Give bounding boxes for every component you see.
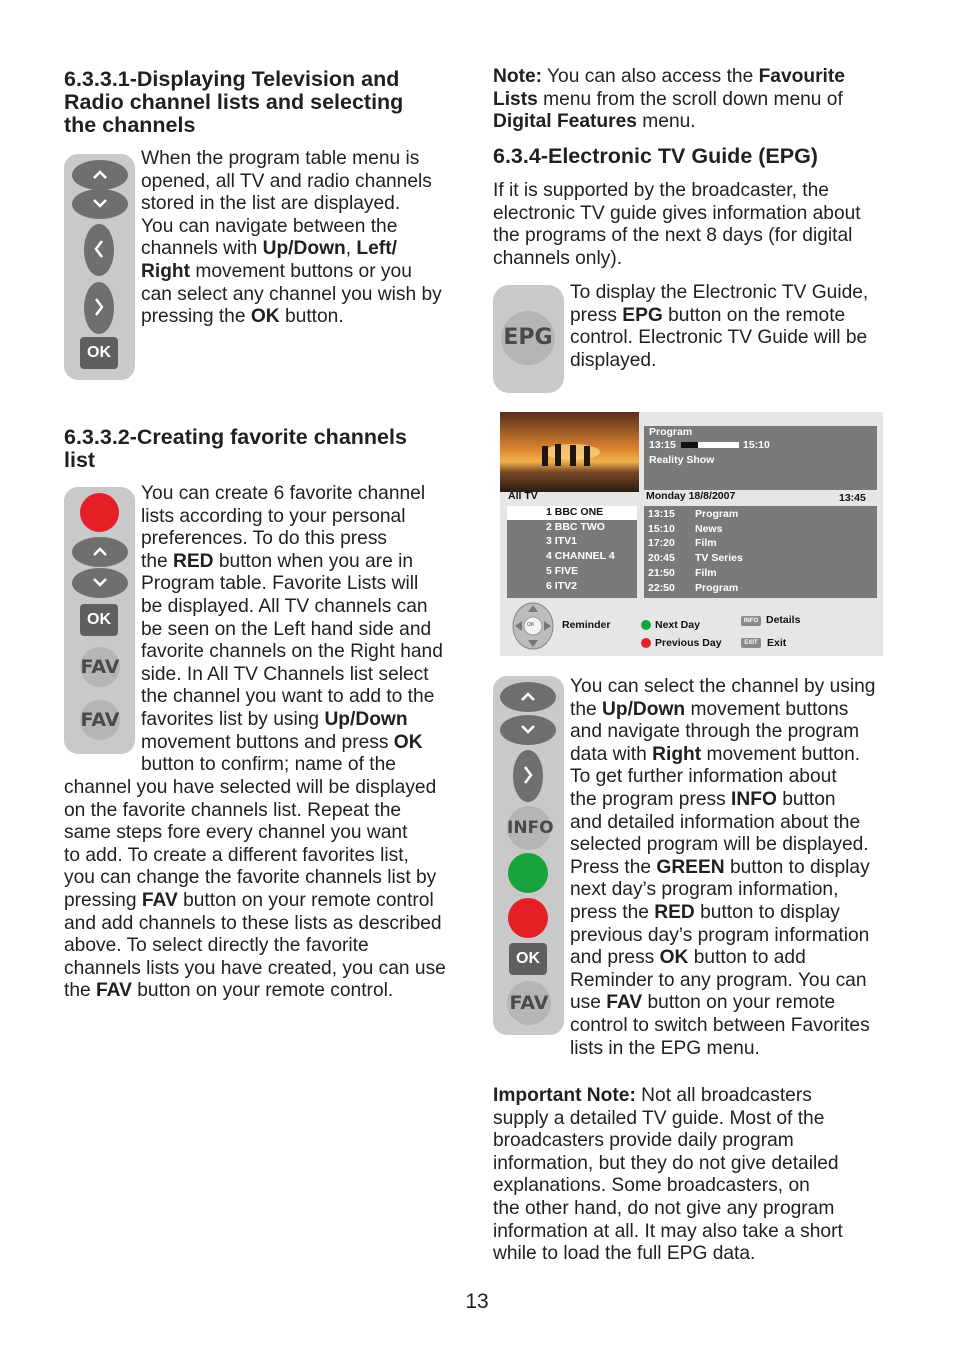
epg-navigation-text (570, 676, 900, 1060)
text-line: can select any channel you wish by (141, 283, 442, 305)
ok-button: OK (80, 604, 118, 636)
program-start: 13:15 (649, 439, 676, 451)
remote-control-favorites (64, 487, 135, 754)
up-button (72, 160, 128, 190)
text-line: channels with Up/Down, Left/ (141, 238, 397, 260)
section1-heading: 6.3.3.1-Displaying Television and Radio channel lists and selecting the channels (64, 67, 404, 137)
text-line: previous day’s program information (570, 924, 870, 946)
text-line: preferences. To do this press (141, 528, 388, 550)
nav-ok-key: OK (527, 622, 535, 628)
text-line: and add channels to these lists as described (64, 912, 442, 934)
text-line: channels lists you have created, you can use (64, 957, 446, 979)
channel-item: 4 CHANNEL 4 (546, 550, 615, 563)
epg-screen (500, 412, 883, 656)
text-line: and navigate through the program (570, 721, 860, 743)
text-line: the RED button when you are in (141, 550, 414, 572)
text-line: displayed. (570, 349, 657, 371)
text-line: You can create 6 favorite channel (141, 483, 426, 504)
text-line: lists in the EPG menu. (570, 1037, 760, 1059)
info-button: INFO (507, 806, 551, 850)
text-line: the other hand, do not give any program (493, 1197, 835, 1219)
green-button (508, 853, 548, 893)
text-line: Digital Features menu. (493, 111, 696, 133)
up-button (500, 682, 556, 712)
text-line: To display the Electronic TV Guide, (570, 282, 869, 303)
text-line: you can change the favorite channels list by (64, 867, 437, 889)
text-line: button to confirm; name of the (141, 754, 396, 776)
channel-list (546, 505, 615, 593)
text-line: information at all. It may also take a short (493, 1220, 843, 1242)
text-line: control to switch between Favorites (570, 1014, 870, 1036)
exit-label: Exit (767, 637, 787, 649)
text-line: channels only). (493, 247, 623, 269)
schedule-time: 21:50 (648, 566, 675, 579)
text-line: Right movement buttons or you (141, 260, 412, 282)
note-text (493, 66, 893, 134)
important-note (493, 1085, 893, 1266)
next-day-label: Next Day (655, 619, 700, 631)
text-line: and press OK button to add (570, 947, 806, 969)
down-button (72, 568, 128, 598)
reminder-label: Reminder (562, 619, 611, 631)
text-line: press EPG button on the remote (570, 304, 846, 326)
text-line: Note: You can also access the Favourite (493, 66, 845, 87)
text-line: To get further information about (570, 766, 837, 788)
channel-item: 1 BBC ONE (546, 506, 604, 518)
text-line: side. In All TV Channels list select (141, 663, 429, 685)
info-key-icon: INFO (741, 616, 761, 626)
channel-item: 5 FIVE (546, 564, 579, 577)
schedule-program: TV Series (695, 552, 743, 565)
text-line: channel you have selected will be displayed (64, 777, 437, 798)
epg-intro (493, 180, 893, 270)
text-line: Reminder to any program. You can (570, 969, 867, 991)
text-line: broadcasters provide daily program (493, 1130, 794, 1152)
text-line: the FAV button on your remote control. (64, 980, 394, 1002)
section3-heading: 6.3.4-Electronic TV Guide (EPG) (493, 144, 818, 168)
red-button (80, 493, 119, 532)
previous-day-label: Previous Day (655, 637, 722, 649)
text-line: Program table. Favorite Lists will (141, 573, 419, 595)
text-line: selected program will be displayed. (570, 834, 869, 856)
text-line: to add. To create a different favorites list, (64, 844, 409, 866)
schedule-program: Program (695, 508, 739, 520)
text-line: When the program table menu is (141, 148, 420, 169)
text-line: You can select the channel by using (570, 676, 876, 697)
clock: 13:45 (839, 492, 866, 504)
program-end: 15:10 (743, 439, 770, 451)
channel-item: 3 ITV1 (546, 535, 577, 548)
text-line: be seen on the Left hand side and (141, 618, 432, 640)
fav-button: FAV (80, 700, 120, 740)
schedule-time: 22:50 (648, 581, 675, 594)
epg-button: EPG (501, 311, 555, 365)
schedule-programs (695, 507, 743, 595)
text-line: the Up/Down movement buttons (570, 698, 849, 720)
text-line: favorite channels on the Right hand (141, 641, 443, 663)
schedule-time: 20:45 (648, 552, 675, 565)
channel-item: 6 ITV2 (546, 579, 577, 592)
details-label: Details (766, 614, 801, 626)
section2-body (141, 483, 461, 777)
text-line: while to load the full EPG data. (493, 1243, 756, 1265)
list-name: All TV (508, 490, 538, 502)
schedule-time: 15:10 (648, 522, 675, 535)
text-line: same steps fore every channel you want (64, 822, 408, 844)
red-button (508, 898, 548, 938)
text-line: movement buttons and press OK (141, 731, 423, 753)
text-line: the channel you want to add to the (141, 686, 435, 708)
text-line: Press the GREEN button to display (570, 856, 870, 878)
text-line: opened, all TV and radio channels (141, 170, 432, 192)
fav-button: FAV (507, 981, 551, 1025)
text-line: on the favorite channels list. Repeat the (64, 799, 402, 821)
schedule-program: Film (695, 566, 717, 579)
green-dot-icon (641, 620, 651, 630)
schedule-program: News (695, 522, 723, 535)
text-line: lists according to your personal (141, 505, 406, 527)
ok-button: OK (509, 943, 547, 975)
text-line: and detailed information about the (570, 811, 861, 833)
text-line: explanations. Some broadcasters, on (493, 1175, 810, 1197)
text-line: information, but they do not give detailed (493, 1152, 839, 1174)
text-line: data with Right movement button. (570, 743, 861, 765)
text-line: use FAV button on your remote (570, 992, 836, 1014)
schedule-times (648, 507, 675, 595)
section2-body-full (64, 777, 464, 1003)
text-line: press the RED button to display (570, 901, 840, 923)
text-line: the program press INFO button (570, 788, 836, 810)
program-title: Reality Show (649, 454, 715, 466)
down-button (72, 189, 128, 219)
text-line: favorites list by using Up/Down (141, 708, 408, 730)
text-line: electronic TV guide gives information about (493, 202, 861, 224)
down-button (500, 715, 556, 745)
schedule-time: 13:15 (648, 508, 675, 520)
schedule-time: 17:20 (648, 537, 675, 550)
text-line: the programs of the next 8 days (for digital (493, 225, 853, 247)
page-number: 13 (465, 1290, 489, 1313)
red-dot-icon (641, 638, 651, 648)
text-line: You can navigate between the (141, 215, 398, 237)
channel-item: 2 BBC TWO (546, 520, 605, 533)
text-line: supply a detailed TV guide. Most of the (493, 1107, 825, 1129)
schedule-program: Program (695, 581, 739, 594)
section1-body (141, 148, 461, 329)
section2-heading: 6.3.3.2-Creating favorite channels list (64, 425, 407, 472)
text-line: be displayed. All TV channels can (141, 595, 428, 617)
text-line: next day’s program information, (570, 879, 839, 901)
program-label: Program (649, 426, 693, 438)
left-button (84, 224, 114, 276)
schedule-program: Film (695, 537, 717, 550)
epg-remote-button (493, 285, 564, 393)
up-button (72, 537, 128, 567)
text-line: pressing the OK button. (141, 306, 344, 328)
epg-display-text (570, 282, 890, 372)
program-thumbnail (500, 412, 639, 492)
text-line: Lists menu from the scroll down menu of (493, 88, 843, 110)
remote-control-epg (493, 676, 564, 1035)
fav-button: FAV (80, 647, 120, 687)
remote-control-navigation (64, 154, 135, 380)
text-line: above. To select directly the favorite (64, 935, 369, 957)
program-progress-fill (681, 442, 698, 448)
text-line: Important Note: Not all broadcasters (493, 1085, 812, 1106)
schedule-panel (644, 506, 877, 598)
text-line: stored in the list are displayed. (141, 193, 401, 215)
exit-key-icon: EXIT (741, 638, 761, 648)
right-button (84, 282, 114, 334)
program-progress-bar (681, 442, 739, 448)
ok-button: OK (80, 337, 118, 369)
right-button (513, 750, 543, 802)
text-line: pressing FAV button on your remote control (64, 889, 434, 911)
text-line: control. Electronic TV Guide will be (570, 327, 868, 349)
date: Monday 18/8/2007 (646, 490, 736, 502)
text-line: If it is supported by the broadcaster, the (493, 180, 829, 201)
